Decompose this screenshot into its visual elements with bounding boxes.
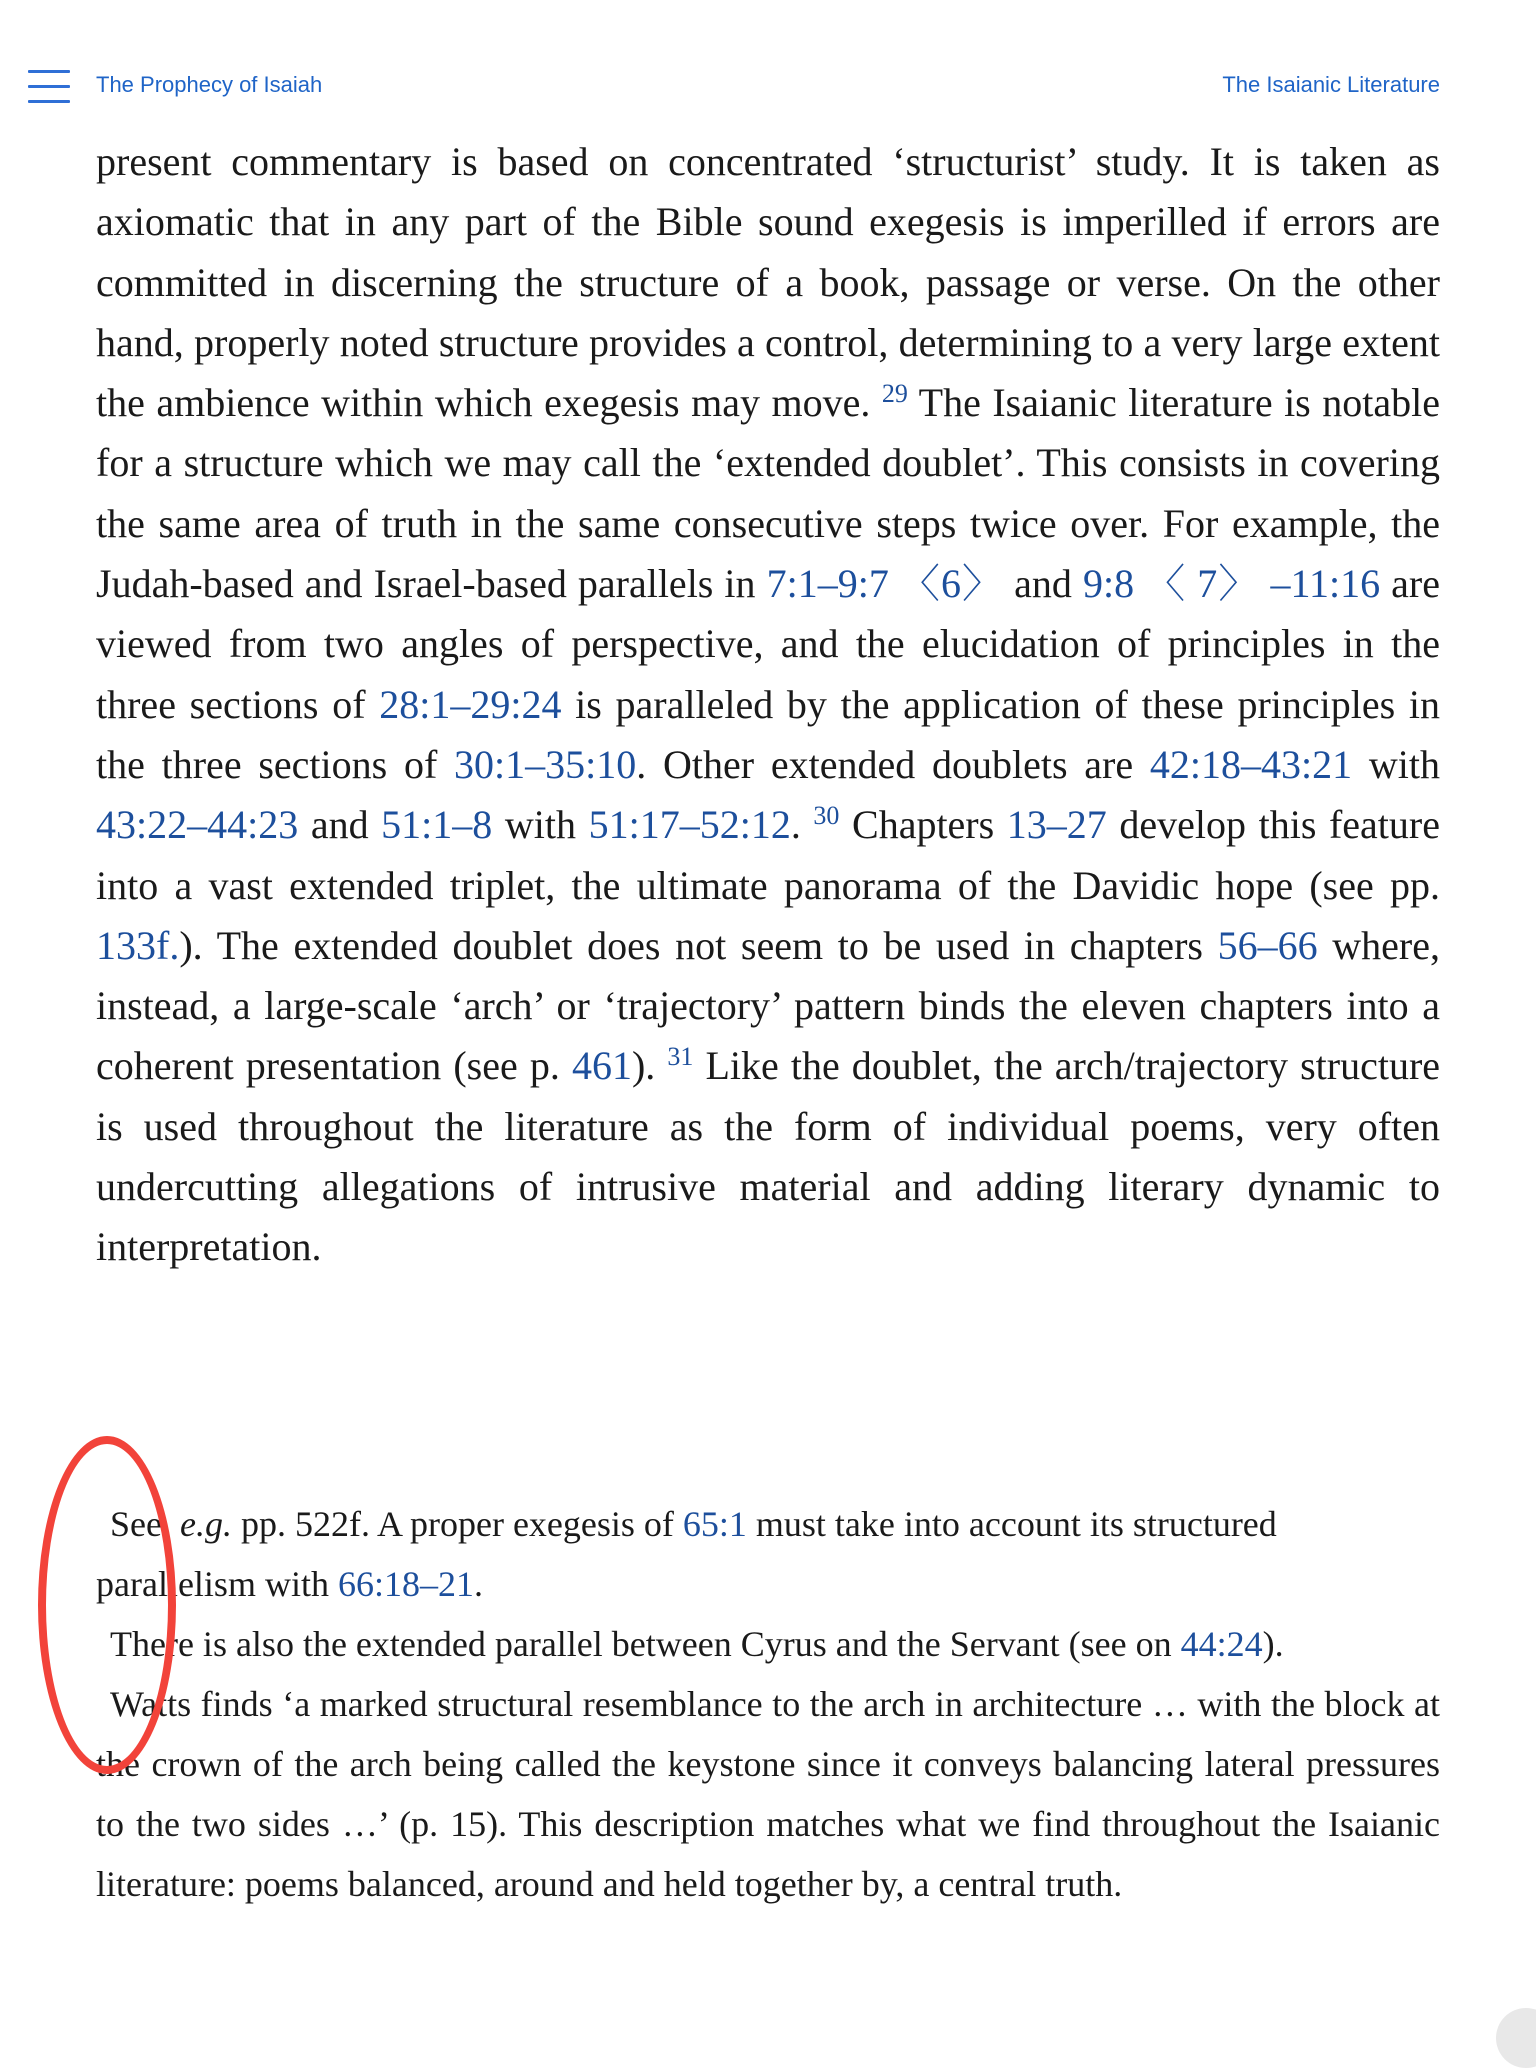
- footnote-30: [96, 1614, 1440, 1674]
- body-paragraph: [96, 132, 1440, 1278]
- body-text: and: [298, 802, 382, 848]
- footnote-text: e.g.: [179, 1504, 232, 1544]
- chapter-title[interactable]: The Isaianic Literature: [1222, 72, 1440, 97]
- red-circle-annotation: [38, 1436, 176, 1774]
- hamburger-menu-icon[interactable]: [28, 70, 70, 104]
- scripture-ref-link[interactable]: 7:1–9:7 〈6〉: [766, 561, 1004, 607]
- page-curl-handle[interactable]: [1496, 2008, 1536, 2068]
- body-text: Chapters: [839, 802, 1007, 848]
- footnote-text: See,: [110, 1504, 180, 1544]
- footnote-text: There is also the extended parallel between Cyrus and the Servant (see on: [110, 1624, 1181, 1664]
- footnote-31: [96, 1674, 1440, 1914]
- scripture-ref-link[interactable]: 51:1–8: [381, 802, 493, 848]
- footnote-29: [96, 1494, 1440, 1614]
- footnote-marker-30[interactable]: 30: [813, 801, 840, 831]
- page-ref-link[interactable]: 133f.: [96, 922, 180, 968]
- reader-header: [0, 0, 1536, 120]
- footnote-text: Watts finds ‘a marked structural resemblance to the arch in architecture … with the block at the crown of the arch being called the keystone since it conveys balancing lateral pressures to the two sides …’ (p. 15). This description matches what we find throughout the Isaianic literature: poems balanced, around and held together by, a central truth.: [96, 1684, 1440, 1904]
- footnote-text: must take into account its structured parallelism with: [96, 1504, 1277, 1604]
- footnotes-section: [96, 1494, 1440, 1914]
- book-title[interactable]: The Prophecy of Isaiah: [96, 72, 323, 97]
- scripture-ref-link[interactable]: 28:1–29:24: [379, 681, 562, 727]
- menu-line: [28, 85, 70, 88]
- body-text: The Isaianic literature is notable for a structure which we may call the ‘extended doublet’. This consists in covering the same area of truth in the same consecutive steps twice over. For example, the Judah-based and Israel-based parallels in: [96, 380, 1440, 607]
- body-text: where, instead, a large-scale ‘arch’ or ‘trajectory’ pattern binds the eleven chapters into a coherent presentation (see p.: [96, 922, 1441, 1089]
- body-text: Like the doublet, the arch/trajectory structure is used throughout the literature as the form of individual poems, very often undercutting allegations of intrusive material and adding literary dynamic to interpretation.: [96, 1043, 1441, 1270]
- scripture-ref-link[interactable]: 51:17–52:12: [588, 802, 791, 848]
- footnote-text: pp. 522f. A proper exegesis of: [231, 1504, 683, 1544]
- chapter-ref-link[interactable]: 56–66: [1217, 922, 1318, 968]
- body-text: and: [1003, 561, 1083, 607]
- footnote-text: .: [473, 1564, 483, 1604]
- body-text: with: [492, 802, 589, 848]
- scripture-ref-link[interactable]: 66:18–21: [337, 1564, 474, 1604]
- body-text: develop this feature into a vast extended triplet, the ultimate panorama of the Davidic hope (see pp.: [96, 802, 1440, 908]
- body-text: . Other extended doublets are: [636, 741, 1150, 787]
- scripture-ref-link[interactable]: 65:1: [682, 1504, 747, 1544]
- body-text: with: [1352, 741, 1440, 787]
- body-text: is paralleled by the application of these principles in the three sections of: [96, 681, 1440, 787]
- scripture-ref-link[interactable]: 43:22–44:23: [96, 802, 299, 848]
- scripture-ref-link[interactable]: 42:18–43:21: [1149, 741, 1353, 787]
- scripture-ref-link[interactable]: 30:1–35:10: [454, 741, 637, 787]
- page-ref-link[interactable]: 461: [571, 1043, 632, 1089]
- menu-line: [28, 70, 70, 73]
- footnote-marker-31[interactable]: 31: [667, 1042, 694, 1072]
- body-text: present commentary is based on concentrated ‘structurist’ study. It is taken as axiomatic that in any part of the Bible sound exegesis is imperilled if errors are committed in discerning the structure of a book, passage or verse. On the other hand, properly noted structure provides a control, determining to a very large extent the ambience within which exegesis may move.: [96, 139, 1440, 426]
- footnote-marker-29[interactable]: 29: [881, 379, 908, 409]
- body-text: .: [790, 802, 814, 848]
- footnote-text: ).: [1262, 1624, 1284, 1664]
- scripture-ref-link[interactable]: 9:8 〈 7〉 –11:16: [1082, 561, 1381, 607]
- menu-line: [28, 100, 70, 103]
- chapter-ref-link[interactable]: 13–27: [1006, 802, 1107, 848]
- body-text: ).: [631, 1043, 668, 1089]
- body-text: ). The extended doublet does not seem to be used in chapters: [179, 922, 1218, 968]
- scripture-ref-link[interactable]: 44:24: [1180, 1624, 1263, 1664]
- page-body-text: [96, 132, 1440, 1278]
- body-text: are viewed from two angles of perspective, and the elucidation of principles in the three sections of: [96, 561, 1440, 727]
